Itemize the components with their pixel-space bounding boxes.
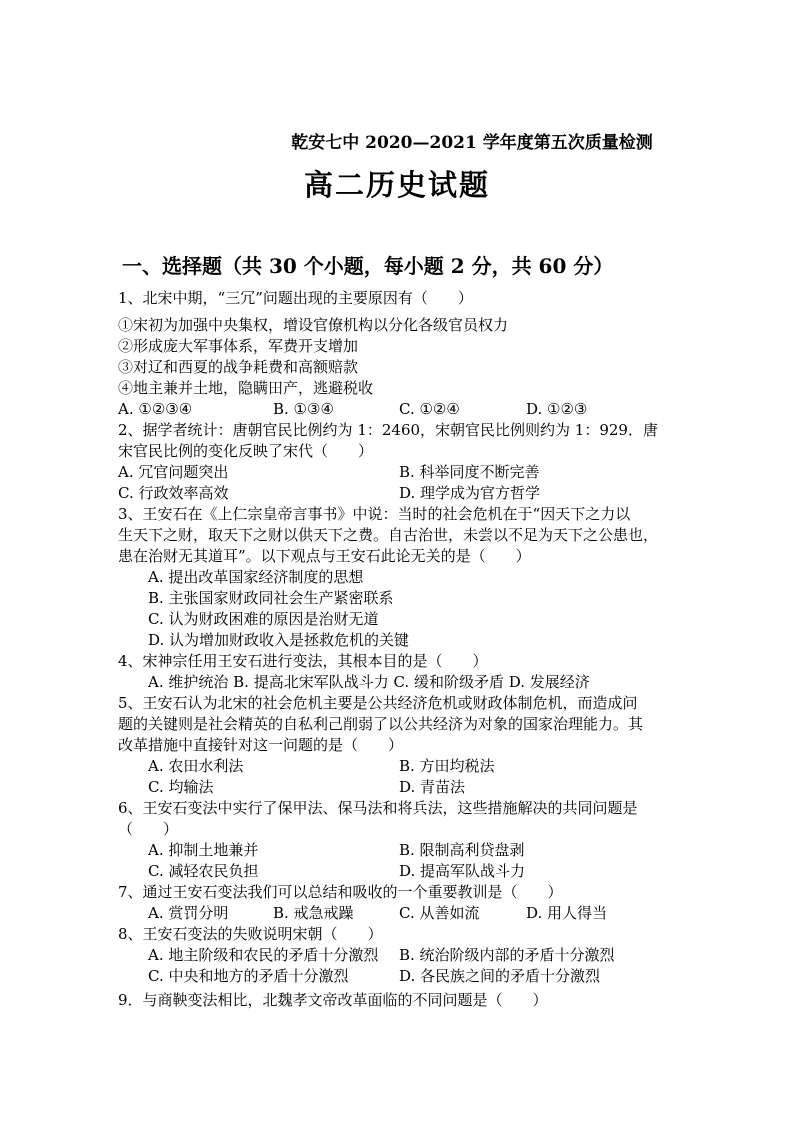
option-a[interactable]: A. ①②③④ [118, 400, 193, 418]
question-item: ④地主兼并土地，隐瞒田产，逃避税收 [118, 379, 374, 397]
exam-title: 高二历史试题 [303, 168, 490, 202]
option-d[interactable]: D. 用人得当 [526, 904, 608, 922]
question-stem: （ ） [118, 820, 179, 838]
question-stem: 4、宋神宗任用王安石进行变法，其根本目的是（ ） [118, 652, 488, 670]
option-a[interactable]: A. 抑制土地兼并 [148, 841, 259, 859]
question-stem: 9．与商鞅变法相比，北魏孝文帝改革面临的不同问题是（ ） [118, 991, 548, 1009]
option-b[interactable]: B. 戒急戒躁 [273, 904, 354, 922]
option-d[interactable]: D. 各民族之间的矛盾十分激烈 [399, 967, 601, 985]
option-b[interactable]: B. ①③④ [273, 400, 334, 418]
section-heading: 一、选择题（共 30 个小题，每小题 2 分，共 60 分） [122, 254, 614, 278]
option-c[interactable]: C. 行政效率高效 [118, 484, 229, 502]
option-d[interactable]: D. ①②③ [526, 400, 588, 418]
option-c[interactable]: C. 均输法 [148, 778, 214, 796]
option-a[interactable]: A. 冗官问题突出 [118, 463, 229, 481]
option-b[interactable]: B. 主张国家财政同社会生产紧密联系 [148, 589, 394, 607]
option-a[interactable]: A. 赏罚分明 [148, 904, 229, 922]
option-a[interactable]: A. 农田水利法 [148, 757, 244, 775]
option-d[interactable]: D. 认为增加财政收入是拯救危机的关键 [148, 631, 410, 649]
question-stem: 5、王安石认为北宋的社会危机主要是公共经济危机或财政体制危机，而造成问 [118, 694, 638, 712]
question-item: ①宋初为加强中央集权，增设官僚机构以分化各级官员权力 [118, 316, 509, 334]
question-stem: 患在治财无其道耳”。以下观点与王安石此论无关的是（ ） [118, 547, 531, 565]
question-stem: 生天下之财，取天下之财以供天下之费。自古治世，未尝以不足为天下之公患也， [118, 526, 659, 544]
option-c[interactable]: C. 中央和地方的矛盾十分激烈 [148, 967, 349, 985]
option-b[interactable]: B. 科举同度不断完善 [399, 463, 540, 481]
option-d[interactable]: D. 青苗法 [399, 778, 466, 796]
option-b[interactable]: B. 方田均税法 [399, 757, 495, 775]
question-stem: 2、据学者统计：唐朝官民比例约为 1：2460，宋朝官民比例则约为 1：929．唐 [118, 421, 658, 439]
question-stem: 1、北宋中期，“三冗”问题出现的主要原因有（ ） [118, 289, 473, 307]
school-title: 乾安七中 2020—2021 学年度第五次质量检测 [291, 133, 653, 153]
options-row[interactable]: A. 维护统治 B. 提高北宋军队战斗力 C. 缓和阶级矛盾 D. 发展经济 [148, 673, 590, 691]
question-stem: 6、王安石变法中实行了保甲法、保马法和将兵法，这些措施解决的共同问题是 [118, 799, 638, 817]
question-stem: 宋官民比例的变化反映了宋代（ ） [118, 442, 374, 460]
option-c[interactable]: C. 从善如流 [399, 904, 480, 922]
question-stem: 7、通过王安石变法我们可以总结和吸收的一个重要教训是（ ） [118, 883, 563, 901]
option-d[interactable]: D. 理学成为官方哲学 [399, 484, 541, 502]
question-item: ②形成庞大军事体系，军费开支增加 [118, 337, 359, 355]
question-stem: 题的关键则是社会精英的自私利己削弱了以公共经济为对象的国家治理能力。其 [118, 715, 644, 733]
question-stem: 改革措施中直接针对这一问题的是（ ） [118, 736, 404, 754]
question-stem: 8、王安石变法的失败说明宋朝（ ） [118, 925, 383, 943]
option-d[interactable]: D. 提高军队战斗力 [399, 862, 526, 880]
question-stem: 3、王安石在《上仁宗皇帝言事书》中说：当时的社会危机在于“因天下之力以 [118, 505, 631, 523]
option-c[interactable]: C. 认为财政困难的原因是治财无道 [148, 610, 379, 628]
question-item: ③对辽和西夏的战争耗费和高额赔款 [118, 358, 359, 376]
option-b[interactable]: B. 限制高利贷盘剥 [399, 841, 525, 859]
option-c[interactable]: C. 减轻农民负担 [148, 862, 259, 880]
option-a[interactable]: A. 地主阶级和农民的矛盾十分激烈 [148, 946, 379, 964]
option-c[interactable]: C. ①②④ [399, 400, 460, 418]
option-a[interactable]: A. 提出改革国家经济制度的思想 [148, 568, 364, 586]
option-b[interactable]: B. 统治阶级内部的矛盾十分激烈 [399, 946, 615, 964]
